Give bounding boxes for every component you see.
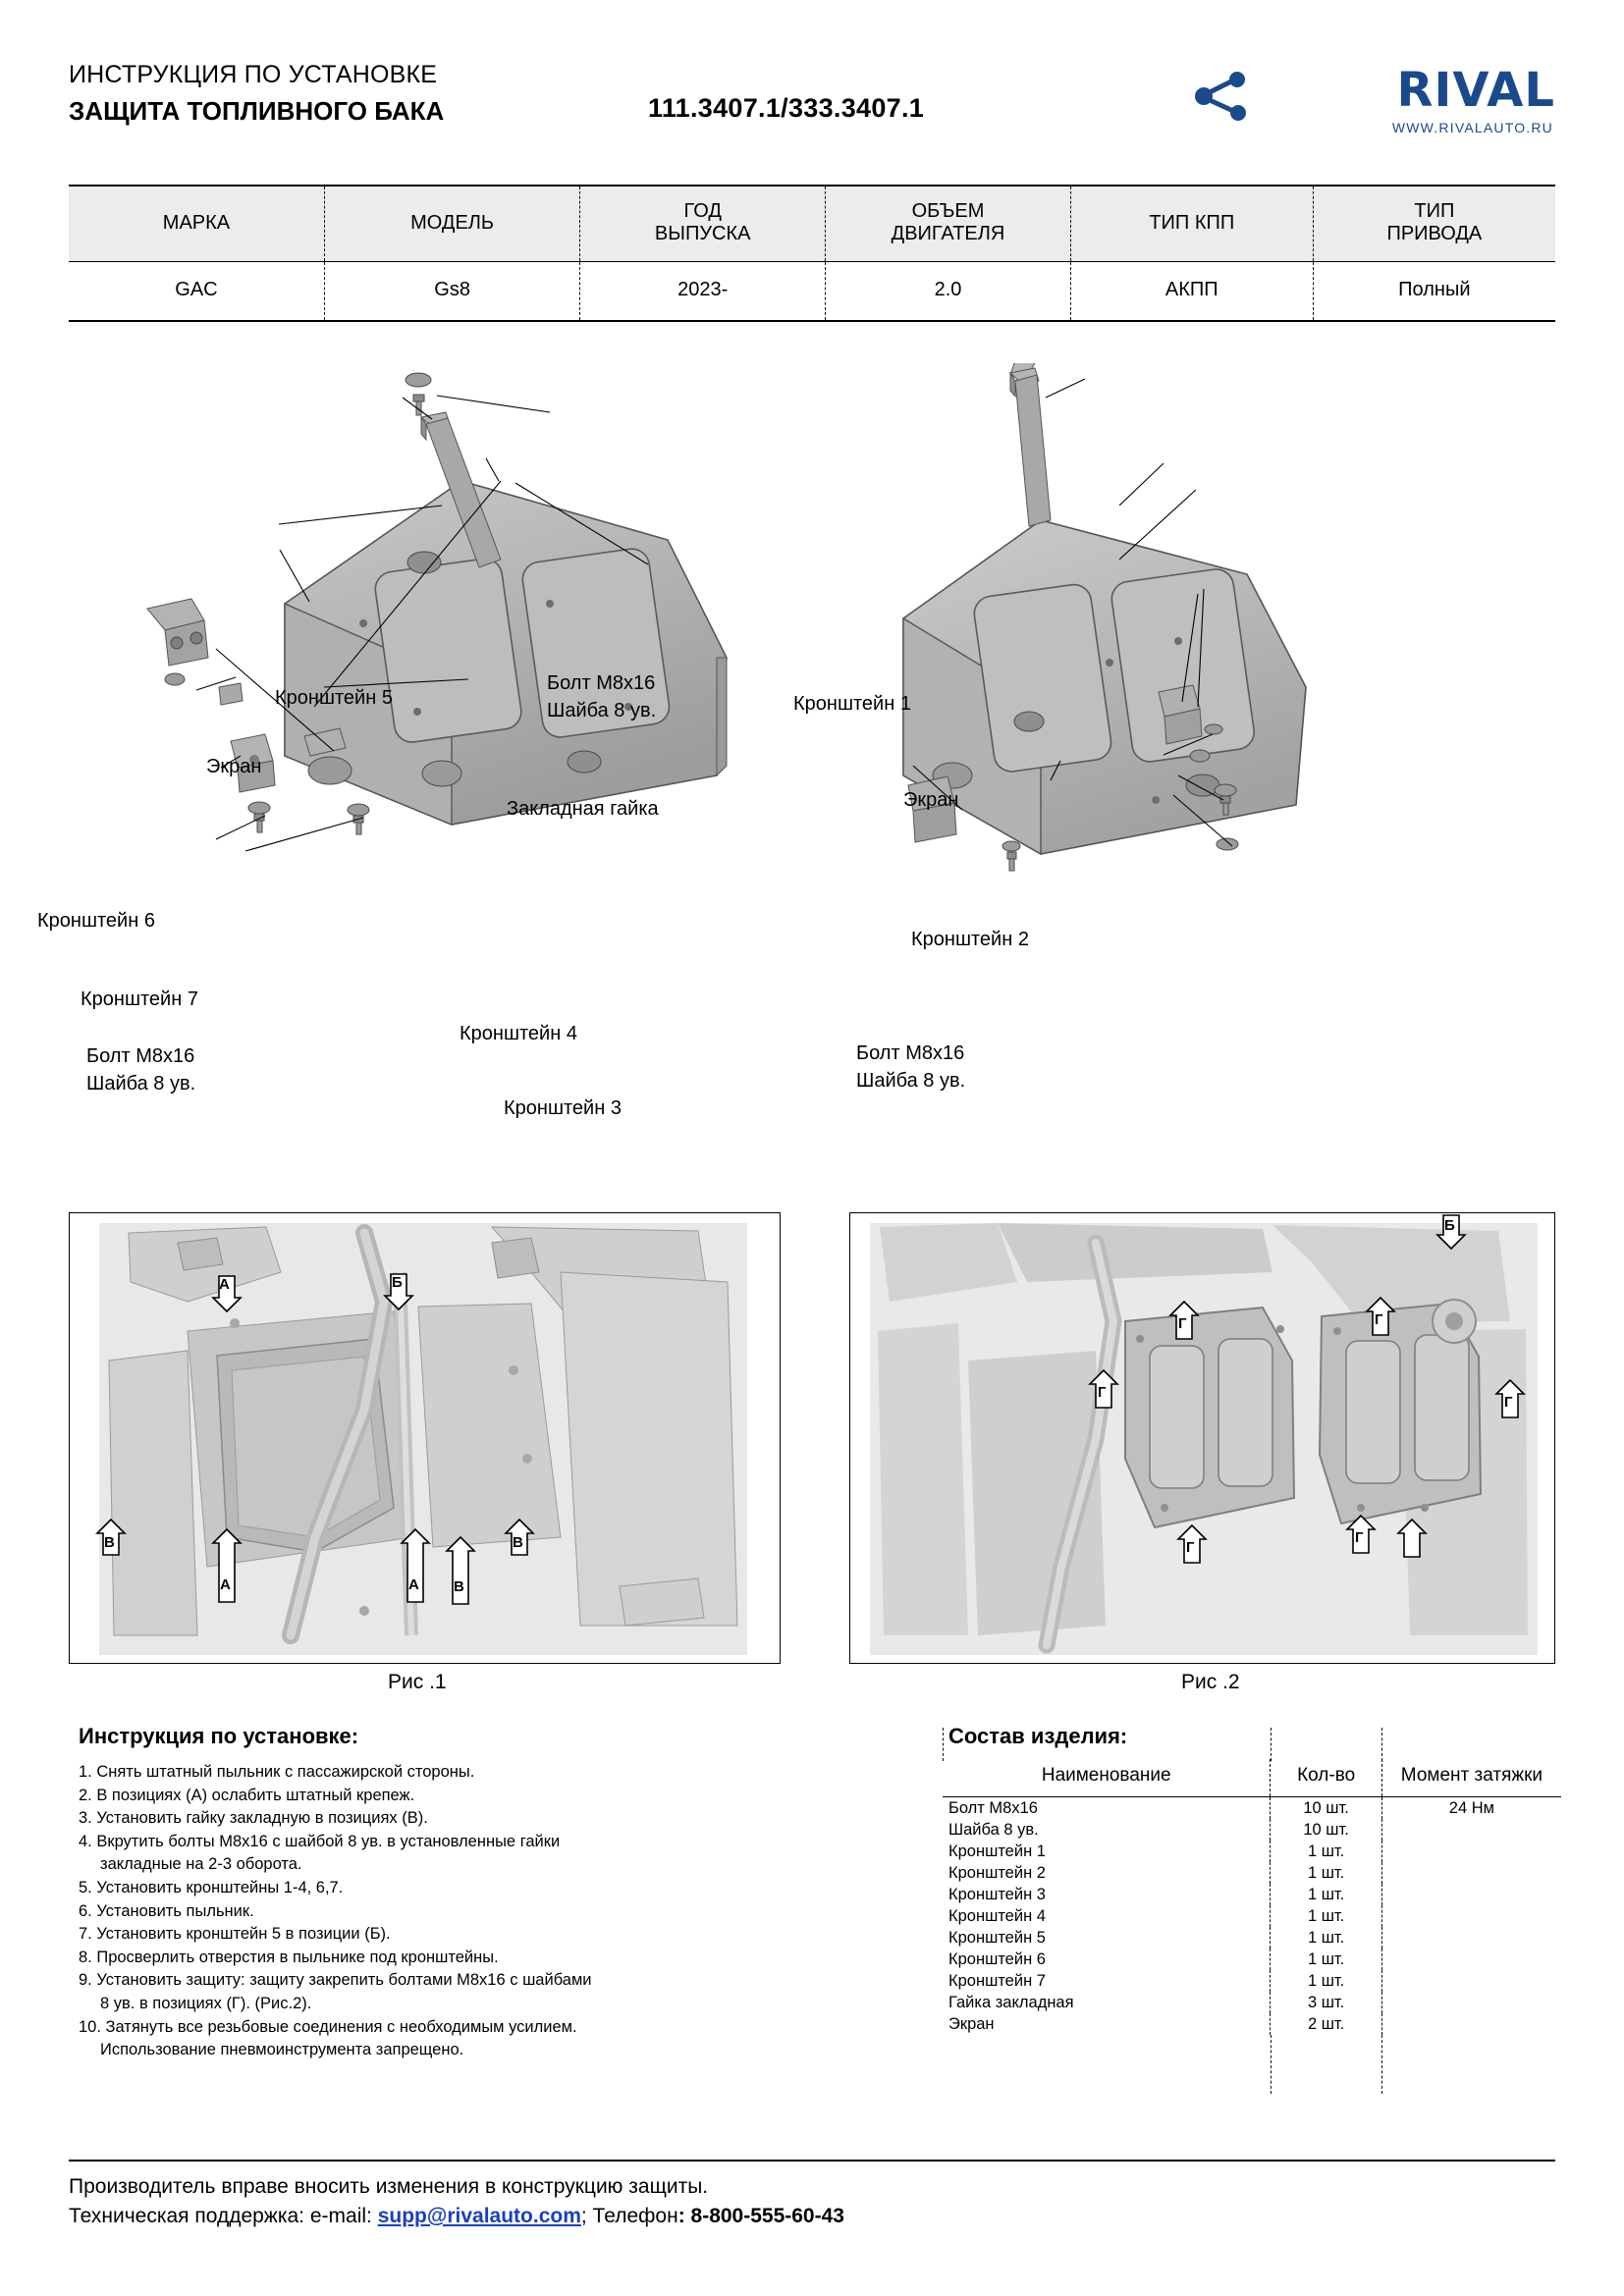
bom-cell-name: Кронштейн 3 (948, 1885, 1046, 1903)
list-item: 4. Вкрутить болты М8х16 с шайбой 8 ув. в установленные гайки (79, 1832, 561, 1850)
label-bolt-left-1: Болт М8х16 (547, 672, 656, 694)
bom-cell-name: Гайка закладная (948, 1993, 1074, 2011)
list-item-continuation: закладные на 2-3 оборота. (100, 1855, 302, 1874)
bom-row (943, 1884, 1561, 1905)
figure-2-image (850, 1213, 1554, 1663)
bom-row (943, 1905, 1561, 1927)
rival-logo (1182, 61, 1555, 139)
bom-cell-torque (1381, 1970, 1561, 1992)
figure-2 (849, 1212, 1555, 1664)
list-item: 8. Просверлить отверстия в пыльнике под кронштейны. (79, 1948, 499, 1966)
bom-cell-torque (1381, 1949, 1561, 1970)
bom-col-name: Наименование (943, 1759, 1271, 1797)
instructions-title: Инструкция по установке: (79, 1724, 359, 1748)
bracket-6-part (147, 599, 208, 666)
bom-cell-qty: 3 шт. (1271, 1992, 1381, 2013)
fig1-tag-v3: В (454, 1578, 464, 1595)
bom-row (943, 1797, 1561, 1820)
bom-cell-name: Кронштейн 6 (948, 1949, 1046, 1968)
label-bolt-right: Болт М8х16 (856, 1042, 965, 1064)
bom-cell-torque (1381, 1862, 1561, 1884)
list-item: 3. Установить гайку закладную в позициях (В). (79, 1809, 428, 1828)
list-item-continuation: 8 ув. в позициях (Г). (Рис.2). (100, 1994, 312, 2012)
bom-cell-qty: 1 шт. (1271, 1884, 1381, 1905)
title-block (69, 61, 444, 127)
col-brand: МАРКА (69, 186, 324, 262)
bom-table (943, 1759, 1561, 2035)
col-drive: ТИП ПРИВОДА (1313, 186, 1555, 262)
cell-drive: Полный (1313, 262, 1555, 322)
cell-year: 2023- (580, 262, 826, 322)
label-screen-right: Экран (903, 789, 959, 811)
bom-divider-right-low (1381, 2035, 1382, 2094)
fig1-tag-b1: Б (392, 1274, 403, 1291)
figure-1-image (70, 1213, 780, 1663)
bom-row (943, 2013, 1561, 2035)
list-item: 7. Установить кронштейн 5 в позиции (Б). (79, 1925, 391, 1944)
fig2-tag-g3: Г (1098, 1384, 1107, 1401)
logo-wordmark: RIVAL (1396, 63, 1555, 118)
support-phone: : 8-800-555-60-43 (677, 2205, 844, 2227)
bom-divider-mid (1271, 1728, 1272, 1761)
bom-cell-torque (1381, 2013, 1561, 2035)
page-header (69, 61, 1555, 154)
cell-brand: GAC (69, 262, 324, 322)
label-screen-left: Экран (206, 756, 262, 777)
bom-col-qty: Кол-во (1271, 1759, 1381, 1797)
bom-cell-torque (1381, 1905, 1561, 1927)
bom-cell-qty: 1 шт. (1271, 1841, 1381, 1862)
left-assembly (147, 373, 727, 851)
fig2-tag-g5: Г (1186, 1539, 1195, 1556)
fig2-tag-g1: Г (1178, 1315, 1187, 1332)
table-row (69, 262, 1555, 322)
list-item: 2. В позициях (А) ослабить штатный крепеж. (79, 1786, 415, 1804)
bom-cell-qty: 1 шт. (1271, 1970, 1381, 1992)
fig1-tag-v2: В (513, 1534, 523, 1551)
list-item: 6. Установить пыльник. (79, 1901, 254, 1920)
support-label: Техническая поддержка: e-mail: (69, 2205, 378, 2227)
table-header-row (69, 186, 1555, 262)
fig1-tag-v1: В (104, 1534, 115, 1551)
list-item: 1. Снять штатный пыльник с пассажирской стороны. (79, 1763, 475, 1781)
fig1-tag-a3: А (408, 1576, 419, 1593)
footer-note: Производитель вправе вносить изменения в конструкцию защиты. (69, 2175, 709, 2198)
bom-row (943, 1992, 1561, 2013)
footer-divider (69, 2160, 1555, 2162)
bom-cell-qty: 2 шт. (1271, 2013, 1381, 2035)
vehicle-spec-table (69, 185, 1555, 322)
figure-1 (69, 1212, 781, 1664)
exploded-diagram-svg (39, 363, 1585, 1148)
label-bracket-2: Кронштейн 2 (911, 929, 1029, 950)
figures-row (69, 1212, 1555, 1683)
exploded-diagram (39, 363, 1585, 1148)
bom-cell-torque (1381, 1884, 1561, 1905)
bom-row (943, 1970, 1561, 1992)
bracket-1-part (1010, 363, 1051, 526)
fig2-tag-b: Б (1444, 1217, 1455, 1234)
product-code: 111.3407.1/333.3407.1 (648, 93, 925, 123)
logo-url: WWW.RIVALAUTO.RU (1391, 120, 1553, 135)
bom-cell-name: Кронштейн 4 (948, 1906, 1046, 1925)
col-year: ГОД ВЫПУСКА (580, 186, 826, 262)
bom-cell-name: Болт М8х16 (948, 1798, 1038, 1817)
bom-cell-name: Шайба 8 ув. (948, 1820, 1039, 1839)
document-kind: ИНСТРУКЦИЯ ПО УСТАНОВКЕ (69, 61, 438, 88)
list-item-continuation: Использование пневмоинструмента запрещено. (100, 2041, 464, 2059)
rival-logo-icon (1194, 71, 1253, 122)
bom-cell-name: Кронштейн 7 (948, 1971, 1046, 1990)
bom-cell-torque (1381, 1927, 1561, 1949)
bom-row (943, 1819, 1561, 1841)
label-washer-left-1: Шайба 8 ув. (547, 700, 657, 721)
page-title: ЗАЩИТА ТОПЛИВНОГО БАКА (69, 96, 445, 126)
bom-row (943, 1862, 1561, 1884)
phone-label: ; Телефон (580, 2205, 678, 2227)
cell-model: Gs8 (324, 262, 579, 322)
bom-cell-name: Кронштейн 5 (948, 1928, 1046, 1947)
label-bracket-3: Кронштейн 3 (504, 1097, 622, 1119)
col-engine: ОБЪЕМ ДВИГАТЕЛЯ (826, 186, 1071, 262)
bom-cell-qty: 1 шт. (1271, 1905, 1381, 1927)
label-bracket-1: Кронштейн 1 (793, 693, 911, 715)
label-washer-left-2: Шайба 8 ув. (86, 1073, 196, 1095)
fig1-tag-a2: А (220, 1576, 231, 1593)
bom-cell-qty: 1 шт. (1271, 1949, 1381, 1970)
fig2-tag-g2: Г (1375, 1311, 1383, 1328)
bom-cell-torque (1381, 1992, 1561, 2013)
list-item: 10. Затянуть все резьбовые соединения с необходимым усилием. (79, 2017, 577, 2036)
bom-cell-name: Кронштейн 2 (948, 1863, 1046, 1882)
label-embedded-nut: Закладная гайка (507, 798, 659, 820)
label-bracket-6: Кронштейн 6 (37, 910, 155, 932)
fig2-tag-g6: Г (1355, 1529, 1364, 1546)
installation-instructions (79, 1724, 884, 2062)
bom-divider-right (1381, 1728, 1382, 1761)
cell-engine: 2.0 (826, 262, 1071, 322)
bom-cell-qty: 10 шт. (1271, 1819, 1381, 1841)
bom-title: Состав изделия: (948, 1724, 1128, 1748)
bom-divider-left (943, 1728, 944, 1761)
label-bracket-7: Кронштейн 7 (81, 988, 198, 1010)
col-transmission: ТИП КПП (1070, 186, 1313, 262)
bom-cell-torque (1381, 1819, 1561, 1841)
bom-cell-name: Экран (948, 2014, 995, 2033)
bom-cell-qty: 1 шт. (1271, 1862, 1381, 1884)
label-bracket-4: Кронштейн 4 (460, 1023, 577, 1044)
bom-divider-mid-low (1271, 2035, 1272, 2094)
bom-cell-torque: 24 Нм (1381, 1797, 1561, 1820)
col-model: МОДЕЛЬ (324, 186, 579, 262)
label-bracket-5: Кронштейн 5 (275, 687, 393, 709)
instructions-list (79, 1761, 884, 2062)
label-bolt-left-2: Болт М8х16 (86, 1045, 195, 1067)
bom-col-torque: Момент затяжки (1381, 1759, 1561, 1797)
bom-row (943, 1949, 1561, 1970)
bom-row (943, 1927, 1561, 1949)
bom-row (943, 1841, 1561, 1862)
bom-cell-name: Кронштейн 1 (948, 1842, 1046, 1860)
fig2-tag-g4: Г (1504, 1394, 1513, 1411)
cell-transmission: АКПП (1070, 262, 1313, 322)
list-item: 9. Установить защиту: защиту закрепить болтами М8х16 с шайбами (79, 1971, 592, 1990)
figure-2-caption: Рис .2 (1181, 1671, 1240, 1693)
bom-cell-qty: 1 шт. (1271, 1927, 1381, 1949)
figure-1-caption: Рис .1 (388, 1671, 447, 1693)
footer-support (69, 2205, 1555, 2228)
bom-cell-torque (1381, 1841, 1561, 1862)
page-footer (69, 2160, 1555, 2234)
label-washer-right: Шайба 8 ув. (856, 1070, 966, 1092)
fig1-tag-a1: А (219, 1276, 230, 1293)
bill-of-materials (943, 1724, 1561, 2035)
list-item: 5. Установить кронштейны 1-4, 6,7. (79, 1878, 344, 1896)
right-assembly (903, 363, 1306, 871)
bom-header-row (943, 1759, 1561, 1797)
bom-cell-qty: 10 шт. (1271, 1797, 1381, 1820)
support-email-link[interactable]: supp@rivalauto.com (377, 2205, 581, 2227)
